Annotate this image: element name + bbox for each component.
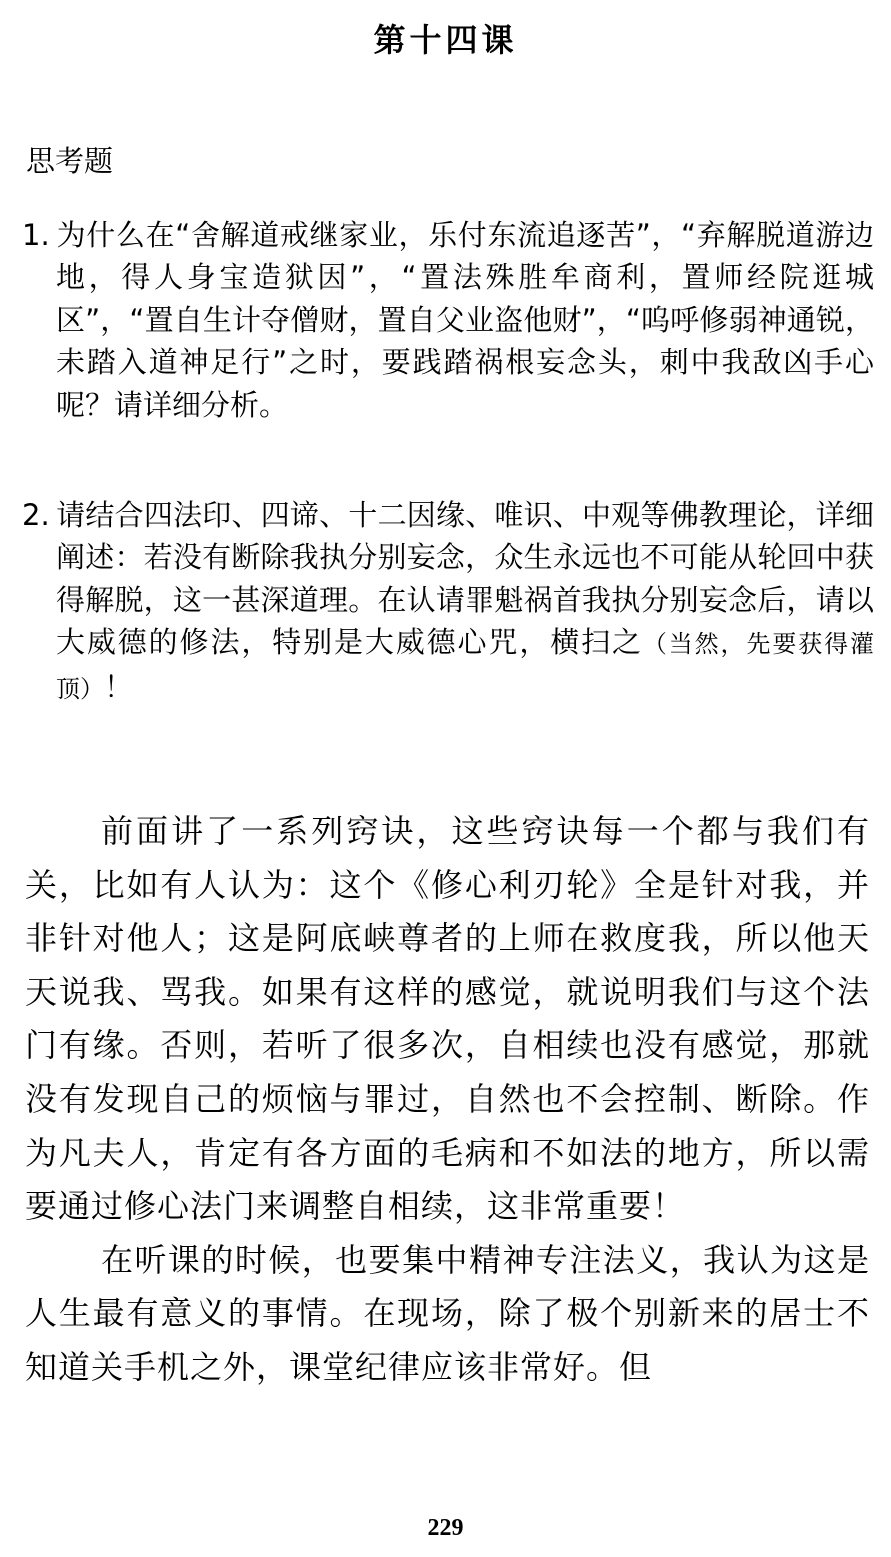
question-2: [22, 494, 874, 710]
page-title: 第十四课: [373, 21, 518, 59]
questions-heading: 思考题: [26, 144, 114, 178]
question-number: 2.: [22, 498, 50, 532]
question-1: [22, 214, 874, 426]
body-paragraph: 在听课的时候，也要集中精神专注法义，我认为这是人生最有意义的事情。在现场，除了极个别新来的居士不知道关手机之外，课堂纪律应该非常好。但: [25, 1240, 870, 1386]
question-text: 请结合四法印、四谛、十二因缘、唯识、中观等佛教理论，详细阐述：若没有断除我执分别妄念，众生永远也不可能从轮回中获得解脱，这一甚深道理。在认请罪魁祸首我执分别妄念后，请以大威德的修法，特别是大威德心咒，横扫之: [56, 498, 874, 660]
question-note: （当然，先要获得灌顶）: [56, 630, 874, 703]
page-number: 229: [427, 1515, 464, 1541]
question-ending: ！: [104, 669, 134, 704]
question-number: 1.: [22, 218, 50, 252]
question-text: 为什么在“舍解道戒继家业，乐付东流追逐苦”，“弃解脱道游边地，得人身宝造狱因”，“置法殊胜牟商利，置师经院逛城区”，“置自生计夺僧财，置自父业盗他财”，“呜呼修弱神通锐，未踏入道神足行”之时，要践踏祸根妄念头，刺中我敌凶手心呢？请详细分析。: [56, 218, 874, 422]
lecture-body: [25, 805, 870, 1395]
body-paragraph: 前面讲了一系列窍诀，这些窍诀每一个都与我们有关，比如有人认为：这个《修心利刃轮》全是针对我，并非针对他人；这是阿底峡尊者的上师在救度我，所以他天天说我、骂我。如果有这样的感觉，就说明我们与这个法门有缘。否则，若听了很多次，自相续也没有感觉，那就没有发现自己的烦恼与罪过，自然也不会控制、断除。作为凡夫人，肯定有各方面的毛病和不如法的地方，所以需要通过修心法门来调整自相续，这非常重要！: [25, 812, 870, 1226]
